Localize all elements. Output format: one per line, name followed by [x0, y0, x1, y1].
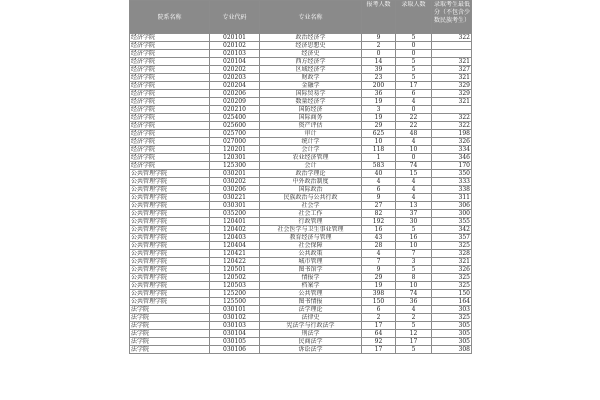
table-row [130, 106, 472, 114]
admitted-cell: 17 [396, 82, 432, 90]
major-name-cell: 法律史 [260, 314, 362, 322]
admitted-cell: 13 [396, 202, 432, 210]
table-row [130, 90, 472, 98]
min-score-cell: 338 [432, 186, 472, 194]
major-name-cell: 国际政治 [260, 186, 362, 194]
table-row [130, 50, 472, 58]
major-name-cell: 区域经济学 [260, 66, 362, 74]
major-name-cell: 民商法学 [260, 338, 362, 346]
major-code-cell: 025400 [210, 114, 260, 122]
applicants-cell: 7 [362, 258, 396, 266]
min-score-cell: 150 [432, 290, 472, 298]
major-code-cell: 020102 [210, 42, 260, 50]
table-row [130, 98, 472, 106]
min-score-cell: 329 [432, 82, 472, 90]
admitted-cell: 15 [396, 170, 432, 178]
major-name-cell: 西方经济学 [260, 58, 362, 66]
table-row [130, 162, 472, 170]
department-cell: 公共管理学院 [130, 250, 210, 258]
table-body [130, 34, 472, 354]
table-row [130, 58, 472, 66]
applicants-cell: 3 [362, 106, 396, 114]
table-row [130, 234, 472, 242]
min-score-cell: 326 [432, 266, 472, 274]
applicants-cell: 2 [362, 42, 396, 50]
department-cell: 公共管理学院 [130, 242, 210, 250]
table-row [130, 258, 472, 266]
major-code-cell: 020204 [210, 82, 260, 90]
department-cell: 经济学院 [130, 130, 210, 138]
department-cell: 公共管理学院 [130, 266, 210, 274]
table-row [130, 202, 472, 210]
admitted-cell: 0 [396, 50, 432, 58]
col-min-score: 录取考生最低分（不包含少数民族考生） [432, 1, 472, 34]
major-name-cell: 国际贸易学 [260, 90, 362, 98]
min-score-cell: 346 [432, 154, 472, 162]
major-code-cell: 030106 [210, 346, 260, 354]
admitted-cell: 5 [396, 346, 432, 354]
admitted-cell: 10 [396, 146, 432, 154]
admitted-cell: 2 [396, 314, 432, 322]
col-major-name: 专业名称 [260, 1, 362, 34]
applicants-cell: 583 [362, 162, 396, 170]
admitted-cell: 5 [396, 226, 432, 234]
min-score-cell: 170 [432, 162, 472, 170]
major-code-cell: 030101 [210, 306, 260, 314]
min-score-cell: 321 [432, 58, 472, 66]
major-code-cell: 120422 [210, 258, 260, 266]
admitted-cell: 5 [396, 58, 432, 66]
table-row [130, 218, 472, 226]
major-code-cell: 030206 [210, 186, 260, 194]
admitted-cell: 4 [396, 306, 432, 314]
table-row [130, 42, 472, 50]
major-name-cell: 图书情报 [260, 298, 362, 306]
applicants-cell: 118 [362, 146, 396, 154]
min-score-cell: 308 [432, 346, 472, 354]
major-code-cell: 120403 [210, 234, 260, 242]
applicants-cell: 14 [362, 58, 396, 66]
admitted-cell: 4 [396, 194, 432, 202]
applicants-cell: 625 [362, 130, 396, 138]
min-score-cell: 328 [432, 250, 472, 258]
department-cell: 经济学院 [130, 74, 210, 82]
major-code-cell: 125500 [210, 298, 260, 306]
major-name-cell: 社会工作 [260, 210, 362, 218]
min-score-cell [432, 50, 472, 58]
table-row [130, 146, 472, 154]
min-score-cell: 342 [432, 226, 472, 234]
admitted-cell: 17 [396, 338, 432, 346]
major-name-cell: 社会保障 [260, 242, 362, 250]
min-score-cell: 305 [432, 338, 472, 346]
min-score-cell: 325 [432, 282, 472, 290]
min-score-cell: 300 [432, 210, 472, 218]
applicants-cell: 64 [362, 330, 396, 338]
applicants-cell: 23 [362, 74, 396, 82]
major-code-cell: 030201 [210, 170, 260, 178]
major-name-cell: 国际商务 [260, 114, 362, 122]
min-score-cell: 306 [432, 202, 472, 210]
table-row [130, 34, 472, 42]
min-score-cell: 305 [432, 322, 472, 330]
applicants-cell: 9 [362, 266, 396, 274]
applicants-cell: 16 [362, 226, 396, 234]
admitted-cell: 12 [396, 330, 432, 338]
major-code-cell: 120503 [210, 282, 260, 290]
major-name-cell: 财政学 [260, 74, 362, 82]
table-row [130, 154, 472, 162]
table-row [130, 282, 472, 290]
applicants-cell: 398 [362, 290, 396, 298]
admitted-cell: 4 [396, 186, 432, 194]
applicants-cell: 92 [362, 338, 396, 346]
major-code-cell: 120402 [210, 226, 260, 234]
major-name-cell: 公共政策 [260, 250, 362, 258]
applicants-cell: 19 [362, 282, 396, 290]
min-score-cell: 198 [432, 130, 472, 138]
min-score-cell: 334 [432, 146, 472, 154]
department-cell: 公共管理学院 [130, 290, 210, 298]
min-score-cell: 350 [432, 170, 472, 178]
admitted-cell: 0 [396, 154, 432, 162]
major-name-cell: 图书馆学 [260, 266, 362, 274]
admitted-cell: 5 [396, 266, 432, 274]
table-row [130, 226, 472, 234]
department-cell: 经济学院 [130, 122, 210, 130]
major-name-cell: 数量经济学 [260, 98, 362, 106]
major-name-cell: 会计 [260, 162, 362, 170]
table-row [130, 82, 472, 90]
applicants-cell: 19 [362, 114, 396, 122]
table-row [130, 338, 472, 346]
major-code-cell: 120501 [210, 266, 260, 274]
applicants-cell: 6 [362, 186, 396, 194]
min-score-cell: 333 [432, 178, 472, 186]
major-name-cell: 档案学 [260, 282, 362, 290]
major-code-cell: 020202 [210, 66, 260, 74]
table-row [130, 210, 472, 218]
major-name-cell: 中外政治制度 [260, 178, 362, 186]
department-cell: 经济学院 [130, 138, 210, 146]
admitted-cell: 5 [396, 74, 432, 82]
major-name-cell: 农业经济管理 [260, 154, 362, 162]
department-cell: 公共管理学院 [130, 226, 210, 234]
table-row [130, 346, 472, 354]
applicants-cell: 200 [362, 82, 396, 90]
applicants-cell: 10 [362, 138, 396, 146]
applicants-cell: 1 [362, 154, 396, 162]
major-code-cell: 120404 [210, 242, 260, 250]
admitted-cell: 74 [396, 162, 432, 170]
department-cell: 经济学院 [130, 106, 210, 114]
major-code-cell: 020210 [210, 106, 260, 114]
table-row [130, 194, 472, 202]
admitted-cell: 5 [396, 66, 432, 74]
admitted-cell: 3 [396, 258, 432, 266]
min-score-cell: 164 [432, 298, 472, 306]
table-row [130, 290, 472, 298]
min-score-cell: 321 [432, 74, 472, 82]
major-code-cell: 030103 [210, 322, 260, 330]
department-cell: 经济学院 [130, 82, 210, 90]
major-code-cell: 020103 [210, 50, 260, 58]
min-score-cell: 327 [432, 66, 472, 74]
min-score-cell: 322 [432, 122, 472, 130]
admitted-cell: 48 [396, 130, 432, 138]
admissions-table [129, 0, 472, 354]
major-name-cell: 城市管理 [260, 258, 362, 266]
department-cell: 公共管理学院 [130, 258, 210, 266]
admitted-cell: 0 [396, 106, 432, 114]
applicants-cell: 17 [362, 322, 396, 330]
applicants-cell: 27 [362, 202, 396, 210]
department-cell: 法学院 [130, 314, 210, 322]
min-score-cell [432, 106, 472, 114]
department-cell: 经济学院 [130, 146, 210, 154]
major-code-cell: 120201 [210, 146, 260, 154]
applicants-cell: 40 [362, 170, 396, 178]
min-score-cell: 326 [432, 138, 472, 146]
min-score-cell: 325 [432, 314, 472, 322]
department-cell: 公共管理学院 [130, 202, 210, 210]
department-cell: 经济学院 [130, 50, 210, 58]
admitted-cell: 5 [396, 322, 432, 330]
table-row [130, 330, 472, 338]
major-name-cell: 教育经济与管理 [260, 234, 362, 242]
department-cell: 经济学院 [130, 98, 210, 106]
admitted-cell: 36 [396, 298, 432, 306]
table-row [130, 266, 472, 274]
table-row [130, 314, 472, 322]
department-cell: 经济学院 [130, 90, 210, 98]
department-cell: 经济学院 [130, 154, 210, 162]
applicants-cell: 192 [362, 218, 396, 226]
col-admitted: 录取人数 [396, 1, 432, 34]
major-code-cell: 125300 [210, 162, 260, 170]
major-name-cell: 诉讼法学 [260, 346, 362, 354]
table-row [130, 138, 472, 146]
major-code-cell: 030104 [210, 330, 260, 338]
applicants-cell: 17 [362, 346, 396, 354]
major-name-cell: 公共管理 [260, 290, 362, 298]
admitted-cell: 4 [396, 138, 432, 146]
department-cell: 公共管理学院 [130, 234, 210, 242]
major-code-cell: 020101 [210, 34, 260, 42]
major-code-cell: 120401 [210, 218, 260, 226]
admitted-cell: 37 [396, 210, 432, 218]
admitted-cell: 5 [396, 34, 432, 42]
major-code-cell: 125200 [210, 290, 260, 298]
major-code-cell: 030105 [210, 338, 260, 346]
applicants-cell: 82 [362, 210, 396, 218]
table-row [130, 122, 472, 130]
department-cell: 公共管理学院 [130, 298, 210, 306]
min-score-cell: 325 [432, 242, 472, 250]
admitted-cell: 4 [396, 178, 432, 186]
min-score-cell: 311 [432, 194, 472, 202]
applicants-cell: 28 [362, 242, 396, 250]
min-score-cell: 329 [432, 90, 472, 98]
department-cell: 公共管理学院 [130, 178, 210, 186]
applicants-cell: 150 [362, 298, 396, 306]
major-code-cell: 025700 [210, 130, 260, 138]
table-row [130, 274, 472, 282]
applicants-cell: 9 [362, 34, 396, 42]
admitted-cell: 16 [396, 234, 432, 242]
table-row [130, 170, 472, 178]
department-cell: 公共管理学院 [130, 282, 210, 290]
major-name-cell: 政治经济学 [260, 34, 362, 42]
department-cell: 法学院 [130, 322, 210, 330]
table-row [130, 114, 472, 122]
min-score-cell: 325 [432, 274, 472, 282]
department-cell: 法学院 [130, 338, 210, 346]
table-row [130, 186, 472, 194]
major-code-cell: 027000 [210, 138, 260, 146]
applicants-cell: 29 [362, 122, 396, 130]
major-name-cell: 刑法学 [260, 330, 362, 338]
admitted-cell: 7 [396, 250, 432, 258]
table-row [130, 242, 472, 250]
major-code-cell: 120502 [210, 274, 260, 282]
major-name-cell: 国防经济 [260, 106, 362, 114]
department-cell: 经济学院 [130, 66, 210, 74]
min-score-cell: 305 [432, 330, 472, 338]
major-code-cell: 120301 [210, 154, 260, 162]
applicants-cell: 43 [362, 234, 396, 242]
major-name-cell: 政治学理论 [260, 170, 362, 178]
applicants-cell: 4 [362, 250, 396, 258]
table-row [130, 306, 472, 314]
admitted-cell: 10 [396, 242, 432, 250]
table-header [130, 1, 472, 34]
department-cell: 经济学院 [130, 34, 210, 42]
applicants-cell: 29 [362, 274, 396, 282]
admitted-cell: 0 [396, 42, 432, 50]
min-score-cell: 322 [432, 34, 472, 42]
major-code-cell: 020206 [210, 90, 260, 98]
applicants-cell: 2 [362, 314, 396, 322]
department-cell: 法学院 [130, 330, 210, 338]
major-name-cell: 宪法学与行政法学 [260, 322, 362, 330]
major-code-cell: 020209 [210, 98, 260, 106]
admitted-cell: 8 [396, 274, 432, 282]
admitted-cell: 4 [396, 98, 432, 106]
min-score-cell: 303 [432, 306, 472, 314]
col-major-code: 专业代码 [210, 1, 260, 34]
admitted-cell: 22 [396, 122, 432, 130]
min-score-cell: 321 [432, 98, 472, 106]
applicants-cell: 19 [362, 98, 396, 106]
major-code-cell: 030202 [210, 178, 260, 186]
major-name-cell: 审计 [260, 130, 362, 138]
min-score-cell: 322 [432, 114, 472, 122]
min-score-cell: 357 [432, 234, 472, 242]
major-code-cell: 020203 [210, 74, 260, 82]
admitted-cell: 6 [396, 90, 432, 98]
department-cell: 公共管理学院 [130, 170, 210, 178]
department-cell: 经济学院 [130, 162, 210, 170]
major-code-cell: 025600 [210, 122, 260, 130]
major-name-cell: 社会医学与卫生事业管理 [260, 226, 362, 234]
major-name-cell: 行政管理 [260, 218, 362, 226]
major-name-cell: 民族政治与公共行政 [260, 194, 362, 202]
min-score-cell: 355 [432, 218, 472, 226]
major-name-cell: 金融学 [260, 82, 362, 90]
major-name-cell: 经济史 [260, 50, 362, 58]
admitted-cell: 22 [396, 114, 432, 122]
applicants-cell: 9 [362, 194, 396, 202]
department-cell: 法学院 [130, 306, 210, 314]
applicants-cell: 6 [362, 306, 396, 314]
major-name-cell: 社会学 [260, 202, 362, 210]
department-cell: 公共管理学院 [130, 210, 210, 218]
admitted-cell: 10 [396, 282, 432, 290]
department-cell: 公共管理学院 [130, 194, 210, 202]
applicants-cell: 4 [362, 178, 396, 186]
table-row [130, 178, 472, 186]
department-cell: 经济学院 [130, 42, 210, 50]
major-code-cell: 030221 [210, 194, 260, 202]
major-name-cell: 资产评估 [260, 122, 362, 130]
major-name-cell: 会计学 [260, 146, 362, 154]
major-code-cell: 120421 [210, 250, 260, 258]
department-cell: 公共管理学院 [130, 274, 210, 282]
col-applicants: 报考人数 [362, 1, 396, 34]
major-code-cell: 030102 [210, 314, 260, 322]
department-cell: 经济学院 [130, 114, 210, 122]
min-score-cell: 321 [432, 258, 472, 266]
min-score-cell [432, 42, 472, 50]
department-cell: 经济学院 [130, 58, 210, 66]
major-name-cell: 法学理论 [260, 306, 362, 314]
table-row [130, 250, 472, 258]
header-row [130, 1, 472, 34]
major-code-cell: 035200 [210, 210, 260, 218]
table-row [130, 322, 472, 330]
admitted-cell: 74 [396, 290, 432, 298]
applicants-cell: 39 [362, 66, 396, 74]
col-department: 院系名称 [130, 1, 210, 34]
major-code-cell: 030301 [210, 202, 260, 210]
major-name-cell: 统计学 [260, 138, 362, 146]
department-cell: 公共管理学院 [130, 186, 210, 194]
department-cell: 法学院 [130, 346, 210, 354]
major-name-cell: 情报学 [260, 274, 362, 282]
table-row [130, 74, 472, 82]
table-row [130, 130, 472, 138]
major-code-cell: 020104 [210, 58, 260, 66]
table-row [130, 66, 472, 74]
table-row [130, 298, 472, 306]
applicants-cell: 0 [362, 50, 396, 58]
applicants-cell: 36 [362, 90, 396, 98]
major-name-cell: 经济思想史 [260, 42, 362, 50]
department-cell: 公共管理学院 [130, 218, 210, 226]
admitted-cell: 30 [396, 218, 432, 226]
